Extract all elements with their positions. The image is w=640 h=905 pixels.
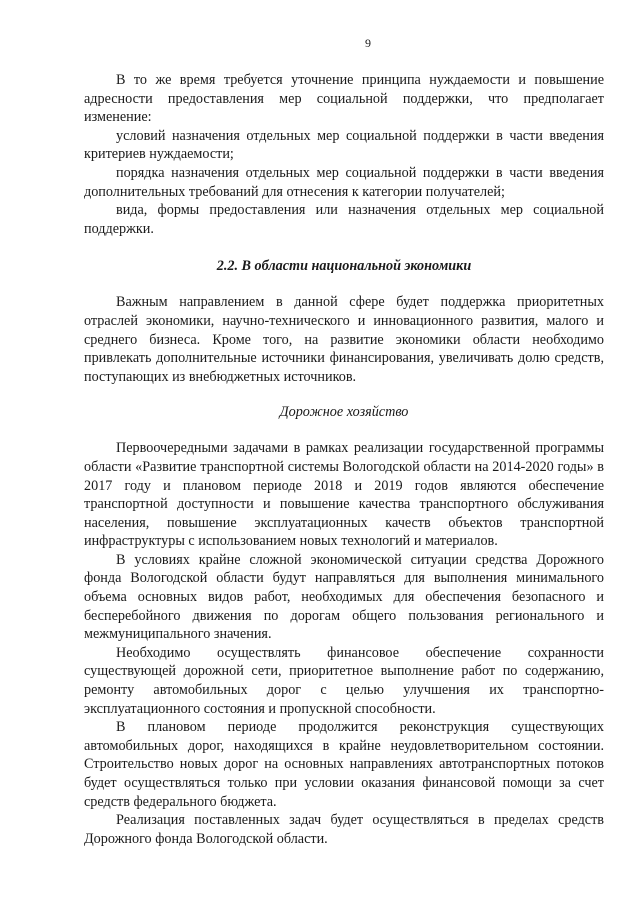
paragraph: Первоочередными задачами в рамках реализации государственной программы области «Развитие транспортной системы Вологодской области на 2014-2020 годы» в 2017 году и плановом периоде 2018 и 2019 годов являются обеспечение транспортной доступности и повышение качества транспортного обслуживания населения, повышение эксплуатационных качеств объектов транспортной инфраструктуры с использованием новых технологий и материалов.	[84, 440, 604, 550]
section-heading: 2.2. В области национальной экономики	[216, 258, 472, 275]
paragraph: В плановом периоде продолжится реконструкция существующих автомобильных дорог, находящихся в крайне неудовлетворительном состоянии. Строительство новых дорог на основных направлениях автотранспортных потоков будет осуществляться только при условии оказания финансовой помощи за счет средств федерального бюджета.	[84, 719, 604, 810]
paragraph: Необходимо осуществлять финансовое обеспечение сохранности существующей дорожной сети, приоритетное выполнение работ по содержанию, ремонту автомобильных дорог с целью улучшения их транспортно-эксплуатационного состояния и пропускной способности.	[84, 644, 604, 717]
paragraph: Важным направлением в данной сфере будет поддержка приоритетных отраслей экономики, научно-технического и инновационного развития, малого и среднего бизнеса. Кроме того, на развитие экономики области необходимо привлекать дополнительные источники финансирования, увеличивать долю средств, поступающих из внебюджетных источников.	[84, 294, 604, 385]
section-economy	[84, 293, 604, 386]
paragraph: Реализация поставленных задач будет осуществляться в пределах средств Дорожного фонда Вологодской области.	[84, 812, 604, 847]
paragraph: В то же время требуется уточнение принципа нуждаемости и повышение адресности предоставления мер социальной поддержки, что предполагает изменение:	[84, 72, 604, 126]
page-number: 9	[365, 36, 371, 50]
paragraph: порядка назначения отдельных мер социальной поддержки в части введения дополнительных требований для отнесения к категории получателей;	[84, 164, 604, 200]
paragraph: В условиях крайне сложной экономической ситуации средства Дорожного фонда Вологодской области будут направляться для выполнения минимального объема основных видов работ, необходимых для обеспечения безопасного и бесперебойного движения по дорогам общего пользования регионального и межмуниципального значения.	[84, 551, 604, 643]
section-road-economy	[84, 439, 604, 848]
section-social-support	[84, 71, 604, 238]
paragraph: условий назначения отдельных мер социальной поддержки в части введения критериев нуждаемости;	[84, 127, 604, 163]
subsection-heading: Дорожное хозяйство	[279, 404, 409, 421]
paragraph: вида, формы предоставления или назначения отдельных мер социальной поддержки.	[84, 202, 604, 237]
